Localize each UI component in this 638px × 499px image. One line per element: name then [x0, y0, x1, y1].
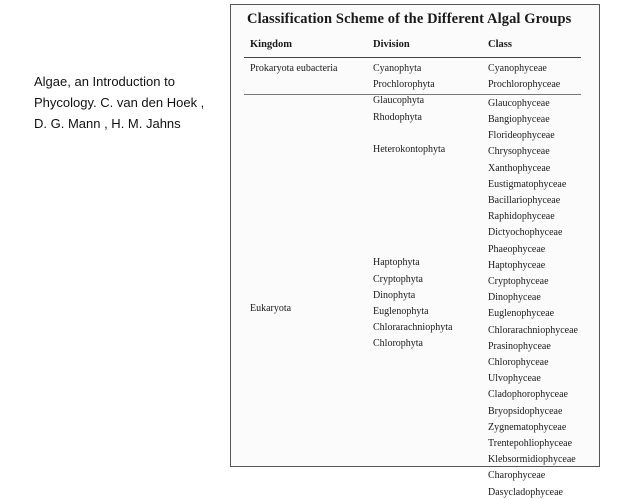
- division-cell: Chlorarachniophyta: [373, 322, 453, 334]
- class-cell: Dinophyceae: [488, 292, 541, 304]
- class-cell: Dictyochophyceae: [488, 227, 563, 239]
- class-cell: Eustigmatophyceae: [488, 178, 567, 190]
- class-cell: Trentepohliophyceae: [488, 438, 573, 450]
- class-cell: Prochlorophyceae: [488, 79, 561, 91]
- class-cell: Haptophyceae: [488, 259, 546, 271]
- division-cell: Euglenophyta: [373, 306, 429, 317]
- class-cell: Cryptophyceae: [488, 276, 549, 288]
- class-cell: Chrysophyceae: [488, 146, 550, 158]
- citation-caption: Algae, an Introduction to Phycology. C. van den Hoek , D. G. Mann , H. M. Jahns: [34, 74, 205, 131]
- division-column-header: Division: [373, 39, 410, 50]
- division-cell: Heterokontophyta: [373, 144, 446, 155]
- class-cell: Bryopsidophyceae: [488, 405, 563, 417]
- class-cell: Ulvophyceae: [488, 373, 541, 385]
- division-cell: Cyanophyta: [373, 63, 422, 74]
- class-cell: Chlorophyceae: [488, 357, 549, 369]
- class-cell: Florideophyceae: [488, 130, 555, 142]
- class-cell: Cyanophyceae: [488, 63, 547, 74]
- class-cell: Euglenophyceae: [488, 308, 555, 320]
- class-cell: Bangiophyceae: [488, 114, 550, 126]
- class-cell: Glaucophyceae: [488, 97, 550, 109]
- class-cell: Raphidophyceae: [488, 211, 555, 223]
- class-column-header: Class: [488, 39, 512, 50]
- class-cell: Phaeophyceae: [488, 243, 546, 255]
- division-cell: Cryptophyta: [373, 273, 423, 285]
- division-cell: Chlorophyta: [373, 338, 423, 350]
- class-cell: Bacillariophyceae: [488, 195, 561, 207]
- class-cell: Dasycladophyceae: [488, 486, 563, 498]
- class-cell: Charophyceae: [488, 470, 546, 482]
- kingdom-cell: Eukaryota: [250, 302, 292, 314]
- kingdom-cell: Prokaryota eubacteria: [250, 63, 338, 74]
- division-cell: Rhodophyta: [373, 111, 422, 123]
- class-cell: Cladophorophyceae: [488, 389, 568, 401]
- division-cell: Prochlorophyta: [373, 79, 435, 91]
- division-cell: Glaucophyta: [373, 95, 425, 107]
- class-cell: Chlorarachniophyceae: [488, 324, 578, 336]
- division-cell: Dinophyta: [373, 289, 416, 301]
- class-cell: Prasinophyceae: [488, 340, 551, 352]
- class-cell: Xanthophyceae: [488, 162, 551, 174]
- table-title: Classification Scheme of the Different Algal Groups: [247, 11, 572, 27]
- classification-table-image: [230, 4, 600, 498]
- class-cell: Zygnematophyceae: [488, 421, 567, 433]
- class-cell: Klebsormidiophyceae: [488, 454, 576, 466]
- division-cell: Haptophyta: [373, 257, 420, 269]
- kingdom-column-header: Kingdom: [250, 39, 293, 50]
- header-rule: [244, 57, 581, 58]
